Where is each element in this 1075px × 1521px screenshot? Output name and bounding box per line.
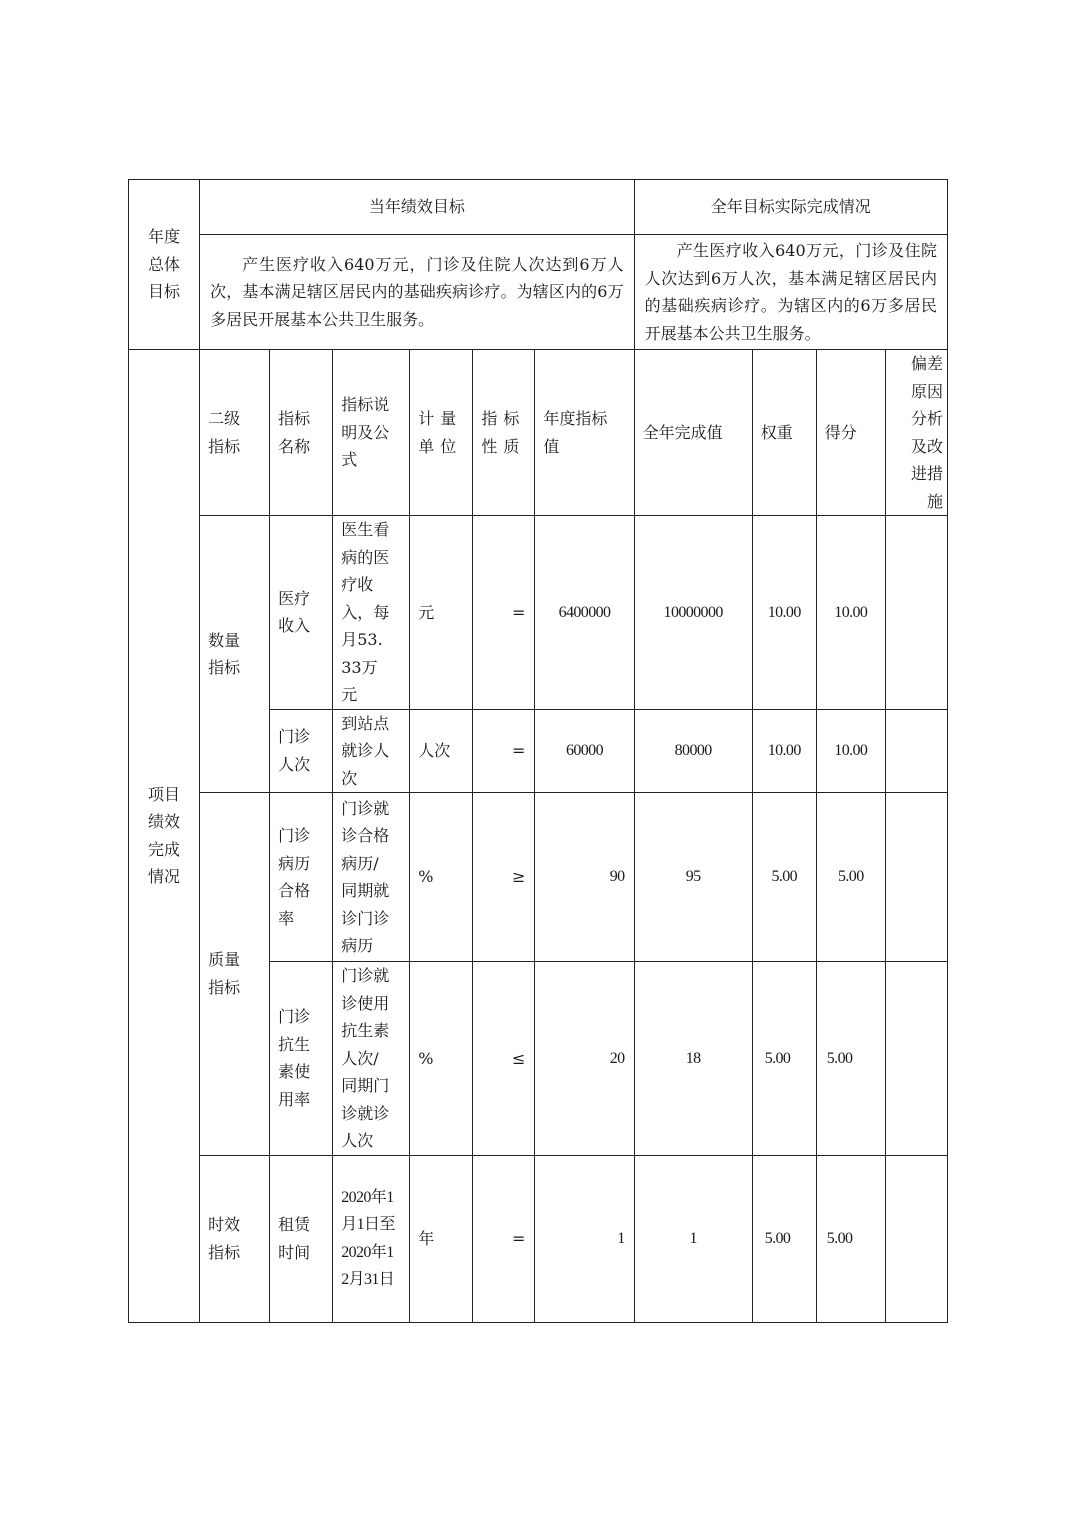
- target-value: 20: [609, 1049, 625, 1067]
- unit-value: 年: [418, 1228, 435, 1248]
- header-score: 得分: [824, 422, 857, 442]
- performance-table: [128, 179, 948, 1323]
- plan-text: 产生医疗收入640万元，门诊及住院人次达到6万人次，基本满足辖区居民内的基础疾病诊疗。为辖区内的6万多居民开展基本公共卫生服务。: [210, 254, 624, 329]
- header-score-cell: [816, 350, 885, 516]
- header-deviation: 偏差原因分析及改进措施: [911, 354, 944, 511]
- annual-goal-row-label-cell: [129, 180, 200, 350]
- annual-goal-row-label: 年度总体目标: [148, 227, 181, 302]
- unit-value: 元: [418, 602, 435, 622]
- header-target: 年度指标值: [543, 409, 608, 456]
- actual-header-cell: [634, 180, 947, 235]
- target-value: 90: [609, 868, 625, 886]
- indicator-name-cell: [270, 709, 333, 793]
- actual-cell: [634, 709, 752, 793]
- indicator-name-cell: [270, 1155, 333, 1322]
- nature-cell: [473, 516, 535, 710]
- weight-value: 5.00: [764, 1049, 791, 1067]
- indicator-name: 医疗收入: [278, 588, 311, 636]
- actual-value: 95: [685, 868, 701, 886]
- nature-value: =: [512, 602, 526, 622]
- weight-value: 5.00: [771, 868, 798, 886]
- header-deviation-cell: [885, 350, 947, 516]
- deviation-cell: [885, 1155, 947, 1322]
- plan-header-cell: [200, 180, 635, 235]
- score-value: 10.00: [834, 742, 868, 759]
- group-timeliness-cell: [200, 1155, 270, 1322]
- score-value: 10.00: [834, 603, 868, 621]
- indicator-name: 门诊抗生素使用率: [278, 1007, 311, 1109]
- header-unit-cell: [410, 350, 473, 516]
- unit-cell: [410, 516, 473, 710]
- unit-cell: [410, 793, 473, 962]
- deviation-cell: [885, 962, 947, 1156]
- indicator-desc-cell: [333, 709, 410, 793]
- weight-cell: [752, 1155, 816, 1322]
- target-cell: [535, 962, 634, 1156]
- indicator-row: [129, 1155, 948, 1322]
- target-cell: [535, 1155, 634, 1322]
- performance-row-label: 项目绩效完成情况: [148, 784, 181, 887]
- target-cell: [535, 709, 634, 793]
- score-cell: [816, 516, 885, 710]
- score-cell: [816, 793, 885, 962]
- indicator-desc-cell: [333, 962, 410, 1156]
- group-quality: 质量指标: [208, 950, 241, 997]
- indicator-name-cell: [270, 516, 333, 710]
- header-level2: 二级指标: [208, 409, 241, 456]
- header-desc-cell: [333, 350, 410, 516]
- header-weight: 权重: [760, 422, 793, 442]
- unit-value: %: [418, 867, 434, 887]
- actual-cell: [634, 1155, 752, 1322]
- nature-value: =: [512, 1228, 526, 1248]
- header-actual-cell: [634, 350, 752, 516]
- group-quantity-cell: [200, 516, 270, 793]
- target-cell: [535, 793, 634, 962]
- actual-value: 1: [689, 1229, 697, 1247]
- nature-cell: [473, 793, 535, 962]
- actual-value: 18: [685, 1049, 701, 1067]
- target-value: 60000: [565, 742, 603, 759]
- header-desc: 指标说明及公式: [341, 395, 390, 470]
- score-cell: [816, 709, 885, 793]
- actual-cell: [634, 962, 752, 1156]
- actual-header: 全年目标实际完成情况: [710, 197, 871, 217]
- header-actual: 全年完成值: [642, 422, 723, 442]
- nature-cell: [473, 1155, 535, 1322]
- header-name: 指标名称: [278, 409, 311, 456]
- nature-cell: [473, 962, 535, 1156]
- group-quantity: 数量指标: [208, 630, 241, 677]
- group-quality-cell: [200, 793, 270, 1156]
- indicator-desc: 医生看病的医疗收入，每月53.33万元: [341, 520, 390, 704]
- indicator-name: 租赁时间: [278, 1215, 311, 1262]
- indicator-name: 门诊人次: [278, 727, 311, 774]
- deviation-cell: [885, 793, 947, 962]
- plan-header: 当年绩效目标: [368, 197, 465, 217]
- score-cell: [816, 962, 885, 1156]
- weight-cell: [752, 709, 816, 793]
- indicator-desc-cell: [333, 793, 410, 962]
- indicator-desc: 门诊就诊使用抗生素人次/同期门诊就诊人次: [341, 966, 390, 1150]
- indicator-desc: 到站点就诊人次: [341, 713, 390, 788]
- score-cell: [816, 1155, 885, 1322]
- indicator-name-cell: [270, 793, 333, 962]
- weight-cell: [752, 962, 816, 1156]
- indicator-name-cell: [270, 962, 333, 1156]
- plan-text-cell: [200, 235, 635, 350]
- score-value: 5.00: [838, 868, 864, 886]
- annual-goal-header-row: [129, 180, 948, 235]
- actual-value: 10000000: [663, 603, 723, 621]
- actual-value: 80000: [674, 742, 712, 759]
- actual-cell: [634, 793, 752, 962]
- annual-goal-text-row: [129, 235, 948, 350]
- header-target-cell: [535, 350, 634, 516]
- score-value: 5.00: [826, 1229, 853, 1247]
- indicator-desc: 2020年1月1日至2020年12月31日: [341, 1188, 395, 1288]
- header-level2-cell: [200, 350, 270, 516]
- indicator-desc-cell: [333, 1155, 410, 1322]
- weight-cell: [752, 516, 816, 710]
- target-cell: [535, 516, 634, 710]
- unit-cell: [410, 709, 473, 793]
- nature-value: ≥: [512, 867, 526, 887]
- score-value: 5.00: [826, 1049, 853, 1067]
- header-nature-cell: [473, 350, 535, 516]
- nature-cell: [473, 709, 535, 793]
- nature-value: =: [512, 741, 526, 760]
- actual-cell: [634, 516, 752, 710]
- unit-value: 人次: [418, 741, 451, 760]
- indicator-desc-cell: [333, 516, 410, 710]
- indicator-row: [129, 516, 948, 710]
- unit-cell: [410, 1155, 473, 1322]
- actual-text-cell: [634, 235, 947, 350]
- performance-row-label-cell: [129, 350, 200, 1323]
- target-value: 6400000: [558, 603, 611, 621]
- deviation-cell: [885, 516, 947, 710]
- weight-value: 5.00: [764, 1229, 791, 1247]
- indicator-name: 门诊病历合格率: [278, 826, 311, 928]
- indicator-desc: 门诊就诊合格病历/同期就诊门诊病历: [341, 798, 390, 955]
- actual-text: 产生医疗收入640万元，门诊及住院人次达到6万人次，基本满足辖区居民内的基础疾病诊疗。为辖区内的6万多居民开展基本公共卫生服务。: [644, 241, 937, 343]
- target-value: 1: [617, 1229, 625, 1247]
- group-timeliness: 时效指标: [208, 1215, 241, 1262]
- unit-value: %: [418, 1048, 434, 1068]
- weight-cell: [752, 793, 816, 962]
- deviation-cell: [885, 709, 947, 793]
- unit-cell: [410, 962, 473, 1156]
- indicator-row: [129, 793, 948, 962]
- header-nature: 指标性质: [481, 409, 526, 456]
- header-name-cell: [270, 350, 333, 516]
- header-weight-cell: [752, 350, 816, 516]
- header-unit: 计量单位: [418, 409, 463, 456]
- nature-value: ≤: [512, 1048, 526, 1068]
- weight-value: 10.00: [767, 742, 801, 759]
- indicator-header-row: [129, 350, 948, 516]
- weight-value: 10.00: [767, 603, 801, 621]
